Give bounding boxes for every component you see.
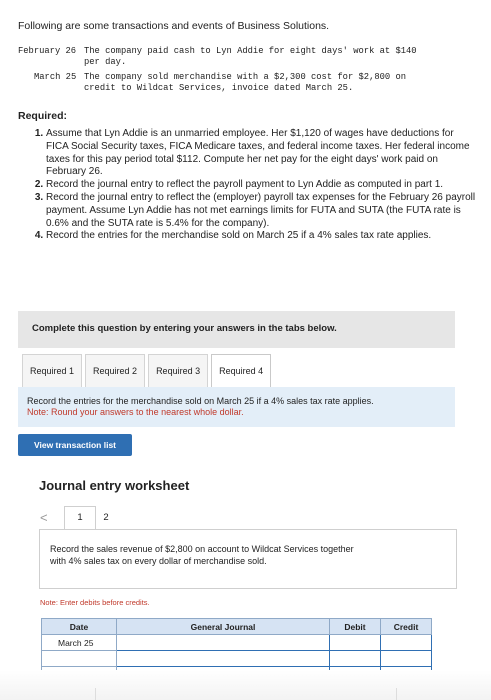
tab-required-1[interactable]: Required 1	[22, 354, 82, 387]
transaction-desc-1: The company paid cash to Lyn Addie for eight days' work at $140	[84, 46, 417, 56]
general-journal-column-header: General Journal	[117, 619, 330, 635]
debit-input[interactable]	[330, 635, 381, 651]
chevron-left-icon[interactable]: <	[40, 509, 48, 525]
transaction-date-1: February 26	[18, 46, 77, 56]
credit-input[interactable]	[381, 651, 432, 667]
debit-column-header: Debit	[330, 619, 381, 635]
bottom-divider	[95, 688, 397, 700]
required-tabs	[22, 354, 274, 387]
entry-instruction-box	[39, 529, 457, 589]
worksheet-title: Journal entry worksheet	[39, 478, 190, 493]
intro-text: Following are some transactions and events of Business Solutions.	[18, 20, 330, 32]
requirement-1: 1. Assume that Lyn Addie is an unmarried employee. Her $1,120 of wages have deductions for FICA Social Security taxes, FICA Medicare taxes, and federal income taxes. Her federal income taxes for this pay period total $112. Compute her net pay for the eight days' work paid on February 26.	[46, 128, 476, 179]
credit-input[interactable]	[381, 635, 432, 651]
credit-column-header: Credit	[381, 619, 432, 635]
instruction-text: Complete this question by entering your answers in the tabs below.	[32, 323, 337, 334]
requirement-2: 2. Record the journal entry to reflect the payroll payment to Lyn Addie as computed in part 1.	[46, 179, 476, 192]
tab-required-4[interactable]: Required 4	[211, 354, 271, 388]
tab-required-2[interactable]: Required 2	[85, 354, 145, 387]
tab-required-3[interactable]: Required 3	[148, 354, 208, 387]
table-row	[42, 635, 432, 651]
rounding-note: Note: Round your answers to the nearest whole dollar.	[27, 407, 244, 417]
page-2-button[interactable]: 2	[103, 511, 109, 523]
requirement-3: 3. Record the journal entry to reflect the (employer) payroll tax expenses for the February 26 payroll payment. Assume Lyn Addie has not met earnings limits for FUTA and SUTA (the FUTA rate is 0.6% and the SUTA rate is 5.4% for the company).	[46, 192, 476, 230]
worksheet-pager	[40, 505, 116, 529]
view-transaction-list-button[interactable]: View transaction list	[18, 434, 132, 456]
page-1-button[interactable]: 1	[64, 506, 96, 529]
requirements-list	[28, 128, 476, 243]
date-cell	[42, 651, 117, 667]
tab-content-panel	[18, 387, 455, 427]
transaction-desc-2-cont: credit to Wildcat Services, invoice dated March 25.	[84, 83, 354, 93]
transaction-desc-2: The company sold merchandise with a $2,300 cost for $2,800 on	[84, 72, 407, 82]
transaction-desc-1-cont: per day.	[84, 57, 127, 67]
instruction-bar	[18, 311, 455, 348]
transaction-date-2: March 25	[34, 72, 77, 82]
entry-instruction-line-2: with 4% sales tax on every dollar of merchandise sold.	[50, 556, 267, 566]
tab-instruction: Record the entries for the merchandise sold on March 25 if a 4% sales tax rate applies.	[27, 396, 374, 406]
date-column-header: Date	[42, 619, 117, 635]
date-cell: March 25	[42, 635, 117, 651]
entry-instruction-line-1: Record the sales revenue of $2,800 on account to Wildcat Services together	[50, 544, 354, 554]
requirement-4: 4. Record the entries for the merchandise sold on March 25 if a 4% sales tax rate applies.	[46, 230, 476, 243]
debit-input[interactable]	[330, 651, 381, 667]
table-row	[42, 651, 432, 667]
debits-note: Note: Enter debits before credits.	[40, 598, 150, 607]
account-input[interactable]	[117, 651, 330, 667]
table-header-row	[42, 619, 432, 635]
required-heading: Required:	[18, 110, 68, 122]
account-input[interactable]	[117, 635, 330, 651]
